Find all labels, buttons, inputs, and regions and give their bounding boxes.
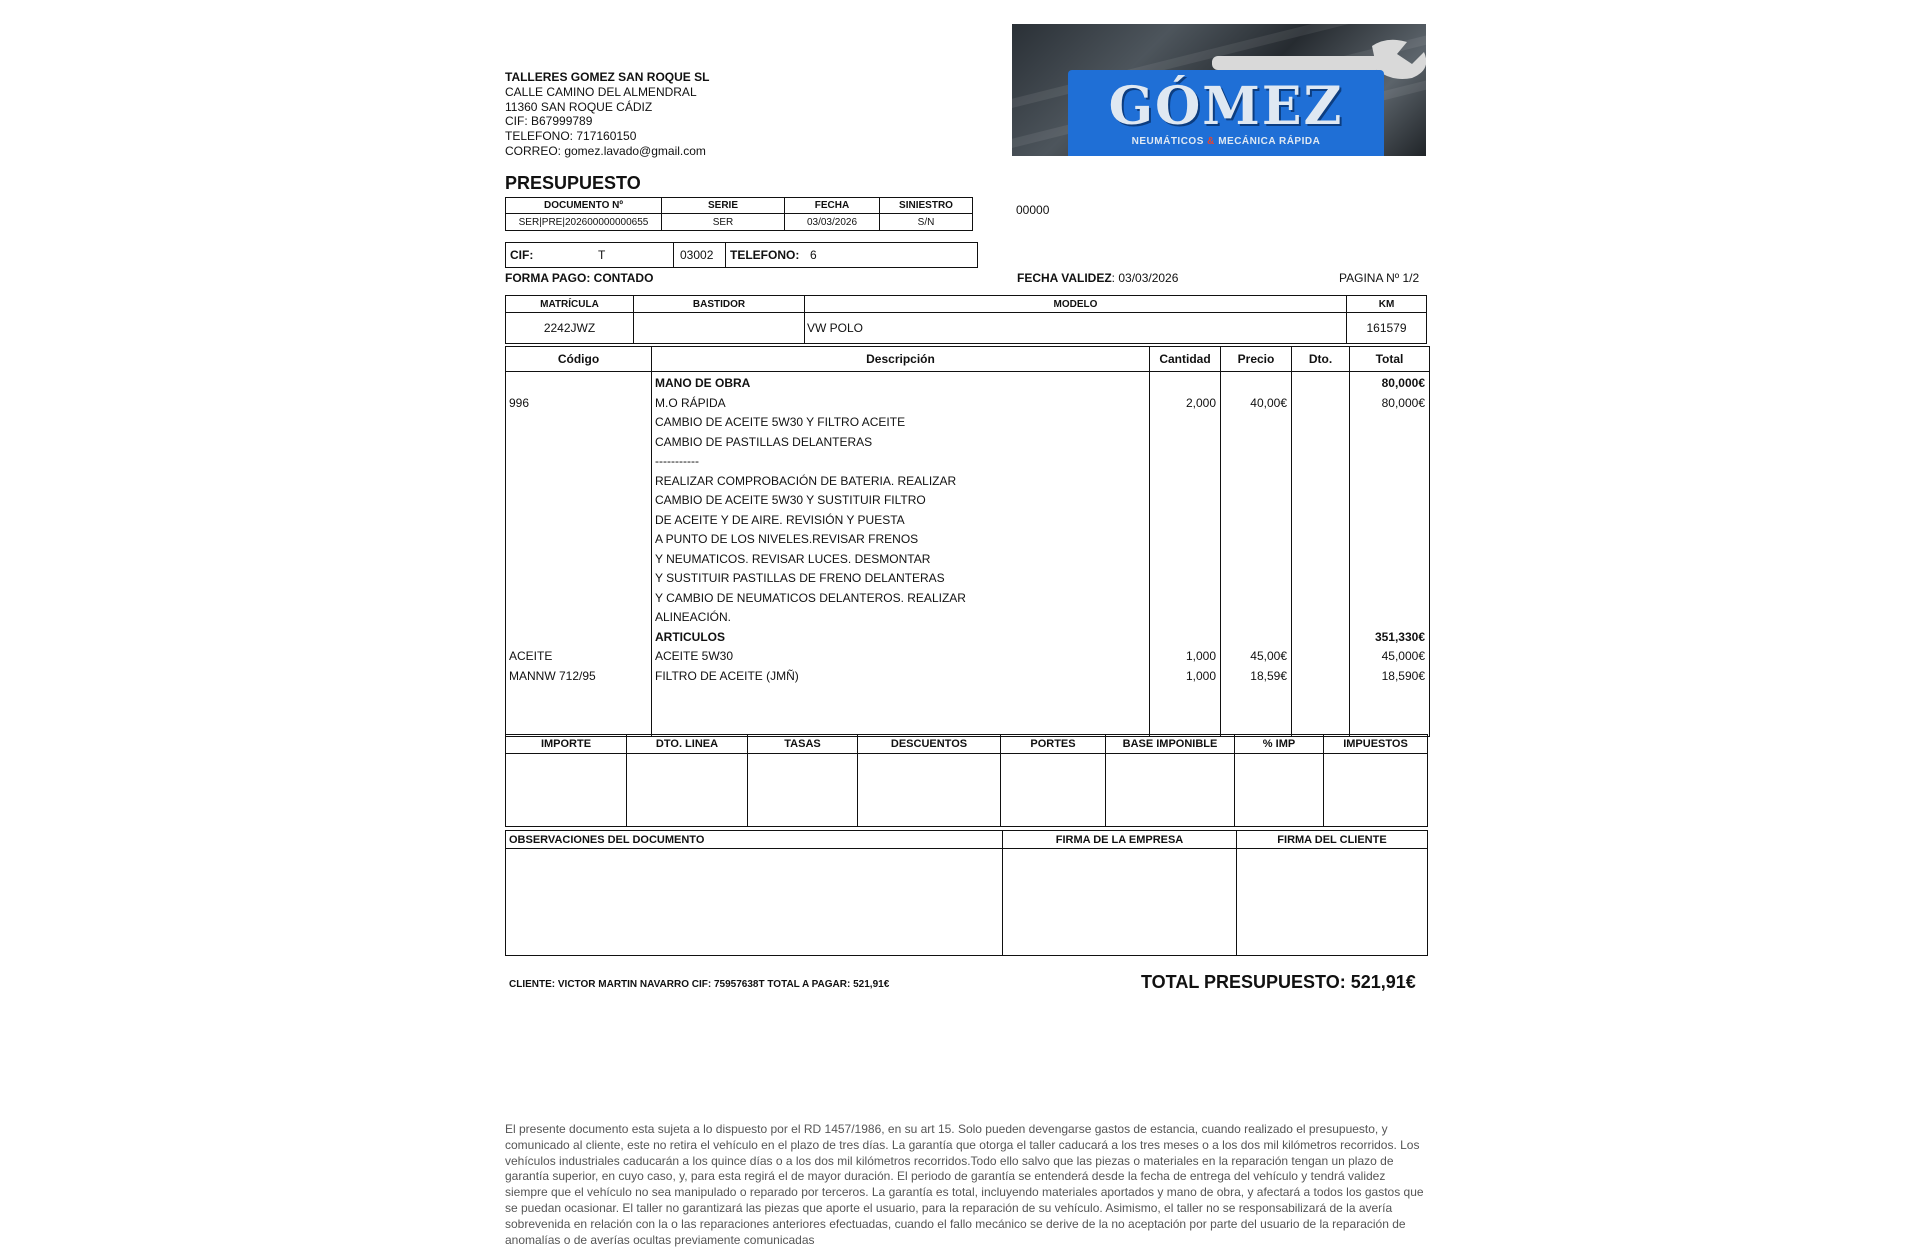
quantity-header: Cantidad — [1159, 352, 1211, 366]
line-price — [1221, 374, 1287, 394]
line-quantity — [1150, 530, 1216, 550]
line-code — [509, 472, 649, 492]
company-city: 11360 SAN ROQUE CÁDIZ — [505, 99, 653, 114]
observations-table — [505, 830, 1428, 956]
doc-claim: S/N — [880, 214, 973, 231]
validity-date: FECHA VALIDEZ: 03/03/2026 — [1017, 271, 1179, 285]
line-discount — [1292, 608, 1345, 628]
line-description: A PUNTO DE LOS NIVELES.REVISAR FRENOS — [655, 532, 919, 546]
line-price — [1221, 530, 1287, 550]
line-discount — [1292, 374, 1345, 394]
amount-value — [506, 754, 627, 827]
line-discount — [1292, 472, 1345, 492]
line-discount-header: DTO. LINEA — [627, 735, 748, 754]
doc-date-header: FECHA — [785, 198, 880, 214]
line-discount — [1292, 589, 1345, 609]
line-description: Y CAMBIO DE NEUMATICOS DELANTEROS. REALIZAR — [655, 590, 966, 605]
line-total: 18,590€ — [1381, 668, 1425, 683]
line-total: 45,000€ — [1381, 649, 1425, 663]
line-quantity — [1150, 452, 1216, 472]
line-price: 40,00€ — [1250, 395, 1287, 410]
line-discount — [1292, 647, 1345, 667]
line-total — [1350, 589, 1425, 609]
line-price — [1221, 433, 1287, 453]
observations-header: OBSERVACIONES DEL DOCUMENTO — [506, 831, 1003, 849]
line-quantity — [1150, 628, 1216, 648]
doc-number: SER|PRE|202600000000655 — [506, 214, 662, 231]
doc-number-header: DOCUMENTO Nº — [506, 198, 662, 214]
line-total — [1350, 608, 1425, 628]
line-quantity — [1150, 589, 1216, 609]
line-discount — [1292, 394, 1345, 414]
line-code — [509, 374, 649, 394]
line-price — [1221, 569, 1287, 589]
line-code — [509, 413, 649, 433]
line-quantity: 1,000 — [1185, 668, 1216, 683]
total-header: Total — [1375, 352, 1404, 366]
line-price — [1221, 491, 1287, 511]
line-code — [509, 569, 649, 589]
line-total — [1350, 511, 1425, 531]
line-quantity — [1150, 608, 1216, 628]
line-description: CAMBIO DE PASTILLAS DELANTERAS — [655, 434, 873, 449]
line-quantity — [1150, 472, 1216, 492]
line-price — [1221, 472, 1287, 492]
line-description: REALIZAR COMPROBACIÓN DE BATERIA. REALIZAR — [655, 473, 957, 488]
plate-header: MATRÍCULA — [506, 296, 634, 313]
line-discount — [1292, 413, 1345, 433]
line-total: 351,330€ — [1374, 629, 1425, 644]
line-code — [509, 628, 649, 648]
line-description: M.O RÁPIDA — [655, 395, 726, 410]
line-price: 45,00€ — [1250, 649, 1287, 663]
client-cif-label: CIF: — [510, 248, 534, 262]
tax-percent-value — [1235, 754, 1324, 827]
company-phone: TELEFONO: 717160150 — [505, 129, 637, 144]
client-signature-header: FIRMA DEL CLIENTE — [1237, 831, 1428, 849]
line-code — [509, 511, 649, 531]
line-price: 18,59€ — [1250, 668, 1287, 683]
line-total — [1350, 491, 1425, 511]
code-header: Código — [557, 352, 600, 366]
line-total — [1350, 530, 1425, 550]
line-discount — [1292, 530, 1345, 550]
line-price — [1221, 511, 1287, 531]
model-header: MODELO — [805, 296, 1347, 313]
line-discount — [1292, 491, 1345, 511]
line-total — [1350, 569, 1425, 589]
observations-box — [506, 849, 1003, 956]
discounts-value — [858, 754, 1001, 827]
company-logo — [1012, 24, 1426, 156]
line-total — [1350, 472, 1425, 492]
doc-series-header: SERIE — [662, 198, 785, 214]
chassis-header: BASTIDOR — [634, 296, 805, 313]
tax-amount-value — [1324, 754, 1428, 827]
company-info — [505, 70, 709, 159]
line-price — [1221, 589, 1287, 609]
line-quantity — [1150, 491, 1216, 511]
company-cif: CIF: B67999789 — [505, 114, 593, 129]
price-header: Precio — [1237, 352, 1275, 366]
line-price — [1221, 452, 1287, 472]
tax-base-header: BASE IMPONIBLE — [1106, 735, 1235, 754]
line-code: MANNW 712/95 — [509, 668, 596, 683]
document-info-table — [505, 197, 973, 231]
line-price — [1221, 550, 1287, 570]
logo-tagline: NEUMÁTICOS & MECÁNICA RÁPIDA — [1131, 136, 1321, 147]
company-signature-header: FIRMA DE LA EMPRESA — [1003, 831, 1237, 849]
line-description: ----------- — [655, 454, 699, 468]
line-quantity — [1150, 569, 1216, 589]
line-code: ACEITE — [509, 649, 553, 663]
line-quantity — [1150, 433, 1216, 453]
line-discount — [1292, 550, 1345, 570]
client-signature-box — [1237, 849, 1428, 956]
line-quantity: 2,000 — [1185, 395, 1216, 410]
shipping-header: PORTES — [1001, 735, 1106, 754]
amount-header: IMPORTE — [506, 735, 627, 754]
client-cif-value: T — [598, 248, 606, 262]
line-code — [509, 589, 649, 609]
model-value: VW POLO — [805, 313, 1347, 344]
company-name: TALLERES GOMEZ SAN ROQUE SL — [505, 70, 710, 84]
line-code — [509, 433, 649, 453]
line-code — [509, 550, 649, 570]
doc-claim-header: SINIESTRO — [880, 198, 973, 214]
line-total: 80,000€ — [1381, 395, 1425, 410]
line-description: ACEITE 5W30 — [655, 649, 734, 663]
line-code — [509, 452, 649, 472]
company-email: CORREO: gomez.lavado@gmail.com — [505, 143, 706, 158]
doc-series: SER — [662, 214, 785, 231]
line-price — [1221, 413, 1287, 433]
discounts-header: DESCUENTOS — [858, 735, 1001, 754]
line-discount-value — [627, 754, 748, 827]
taxes-fees-header: TASAS — [748, 735, 858, 754]
vehicle-table — [505, 295, 1427, 344]
discount-header: Dto. — [1308, 352, 1333, 366]
line-price — [1221, 628, 1287, 648]
line-discount — [1292, 628, 1345, 648]
line-description: CAMBIO DE ACEITE 5W30 Y FILTRO ACEITE — [655, 415, 906, 429]
logo-wordmark: GÓMEZ — [1108, 76, 1344, 137]
line-code — [509, 608, 649, 628]
line-code — [509, 491, 649, 511]
document-title: PRESUPUESTO — [505, 173, 641, 193]
line-discount — [1292, 452, 1345, 472]
doc-date: 03/03/2026 — [785, 214, 880, 231]
chassis-value — [634, 313, 805, 344]
client-info-row — [505, 242, 978, 268]
line-total: 80,000€ — [1381, 376, 1425, 390]
line-quantity: 1,000 — [1185, 649, 1216, 663]
client-postcode: 03002 — [680, 248, 714, 262]
plate-value: 2242JWZ — [506, 313, 634, 344]
line-description: DE ACEITE Y DE AIRE. REVISIÓN Y PUESTA — [655, 512, 905, 527]
tax-amount-header: IMPUESTOS — [1324, 735, 1428, 754]
line-description: Y SUSTITUIR PASTILLAS DE FRENO DELANTERAS — [655, 571, 945, 585]
line-total — [1350, 413, 1425, 433]
payment-method: FORMA PAGO: CONTADO — [505, 271, 654, 285]
tax-base-value — [1106, 754, 1235, 827]
company-signature-box — [1003, 849, 1237, 956]
company-address: CALLE CAMINO DEL ALMENDRAL — [505, 84, 697, 99]
tax-percent-header: % IMP — [1235, 735, 1324, 754]
line-discount — [1292, 569, 1345, 589]
line-description: ALINEACIÓN. — [655, 610, 732, 624]
customer-code: 00000 — [1016, 203, 1050, 217]
shipping-value — [1001, 754, 1106, 827]
line-description: Y NEUMATICOS. REVISAR LUCES. DESMONTAR — [655, 551, 931, 566]
line-total — [1350, 452, 1425, 472]
line-quantity — [1150, 374, 1216, 394]
line-description: MANO DE OBRA — [655, 376, 751, 390]
line-quantity — [1150, 550, 1216, 570]
line-price — [1221, 608, 1287, 628]
line-discount — [1292, 667, 1345, 687]
line-code: 996 — [509, 395, 530, 410]
line-items-table — [505, 346, 1430, 737]
client-phone-label: TELEFONO: — [730, 248, 800, 262]
grand-total: TOTAL PRESUPUESTO: 521,91€ — [1141, 972, 1416, 992]
totals-table — [505, 734, 1428, 827]
client-summary: CLIENTE: VICTOR MARTIN NAVARRO CIF: 75957638T TOTAL A PAGAR: 521,91€ — [509, 979, 890, 990]
line-quantity — [1150, 511, 1216, 531]
description-header: Descripción — [866, 352, 935, 366]
line-total — [1350, 433, 1425, 453]
km-header: KM — [1347, 296, 1427, 313]
line-total — [1350, 550, 1425, 570]
km-value: 161579 — [1347, 313, 1427, 344]
line-discount — [1292, 511, 1345, 531]
line-description: CAMBIO DE ACEITE 5W30 Y SUSTITUIR FILTRO — [655, 493, 926, 507]
legal-notice: El presente documento esta sujeta a lo dispuesto por el RD 1457/1986, en su art 15. Solo pueden devengarse gastos de estancia, cuando realizado el presupuesto, y comunicado al cliente, este no retira el vehículo en el plazo de tres días. La garantía que otorga el taller caducará a los tres meses o a los dos mil kilómetros recorridos. Los vehículos industriales caducarán a los quince días o a los dos mil kilómetros recorridos.Todo ello salvo que las piezas o materiales en la reparación tengan un plazo de garantía superior, en cuyo caso, y, para esta regirá el de mayor duración. El periodo de garantía se entenderá desde la fecha de entrega del vehículo y tendrá validez siempre que el vehículo no sea manipulado o reparado por terceros. La garantía es total, incluyendo materiales aportados y mano de obra, y afectará a todos los gastos que se puedan ocasionar. El taller no garantizará las piezas que aporte el usuario, para la reparación de su vehículo. Asimismo, el taller no se responsabilizará de la avería sobrevenida en relación con la o las reparaciones anteriores efectuadas, cuando el fallo mecánico se derive de la no aceptación por parte del usuario de la reparación de anomalías o de averías ocultas previamente comunicadas — [505, 1122, 1424, 1247]
page-number: PAGINA Nº 1/2 — [1339, 271, 1420, 285]
line-code — [509, 530, 649, 550]
client-phone-value: 6 — [810, 248, 817, 262]
line-description: FILTRO DE ACEITE (JMÑ) — [655, 668, 799, 683]
taxes-fees-value — [748, 754, 858, 827]
line-discount — [1292, 433, 1345, 453]
line-description: ARTICULOS — [655, 629, 725, 644]
line-quantity — [1150, 413, 1216, 433]
